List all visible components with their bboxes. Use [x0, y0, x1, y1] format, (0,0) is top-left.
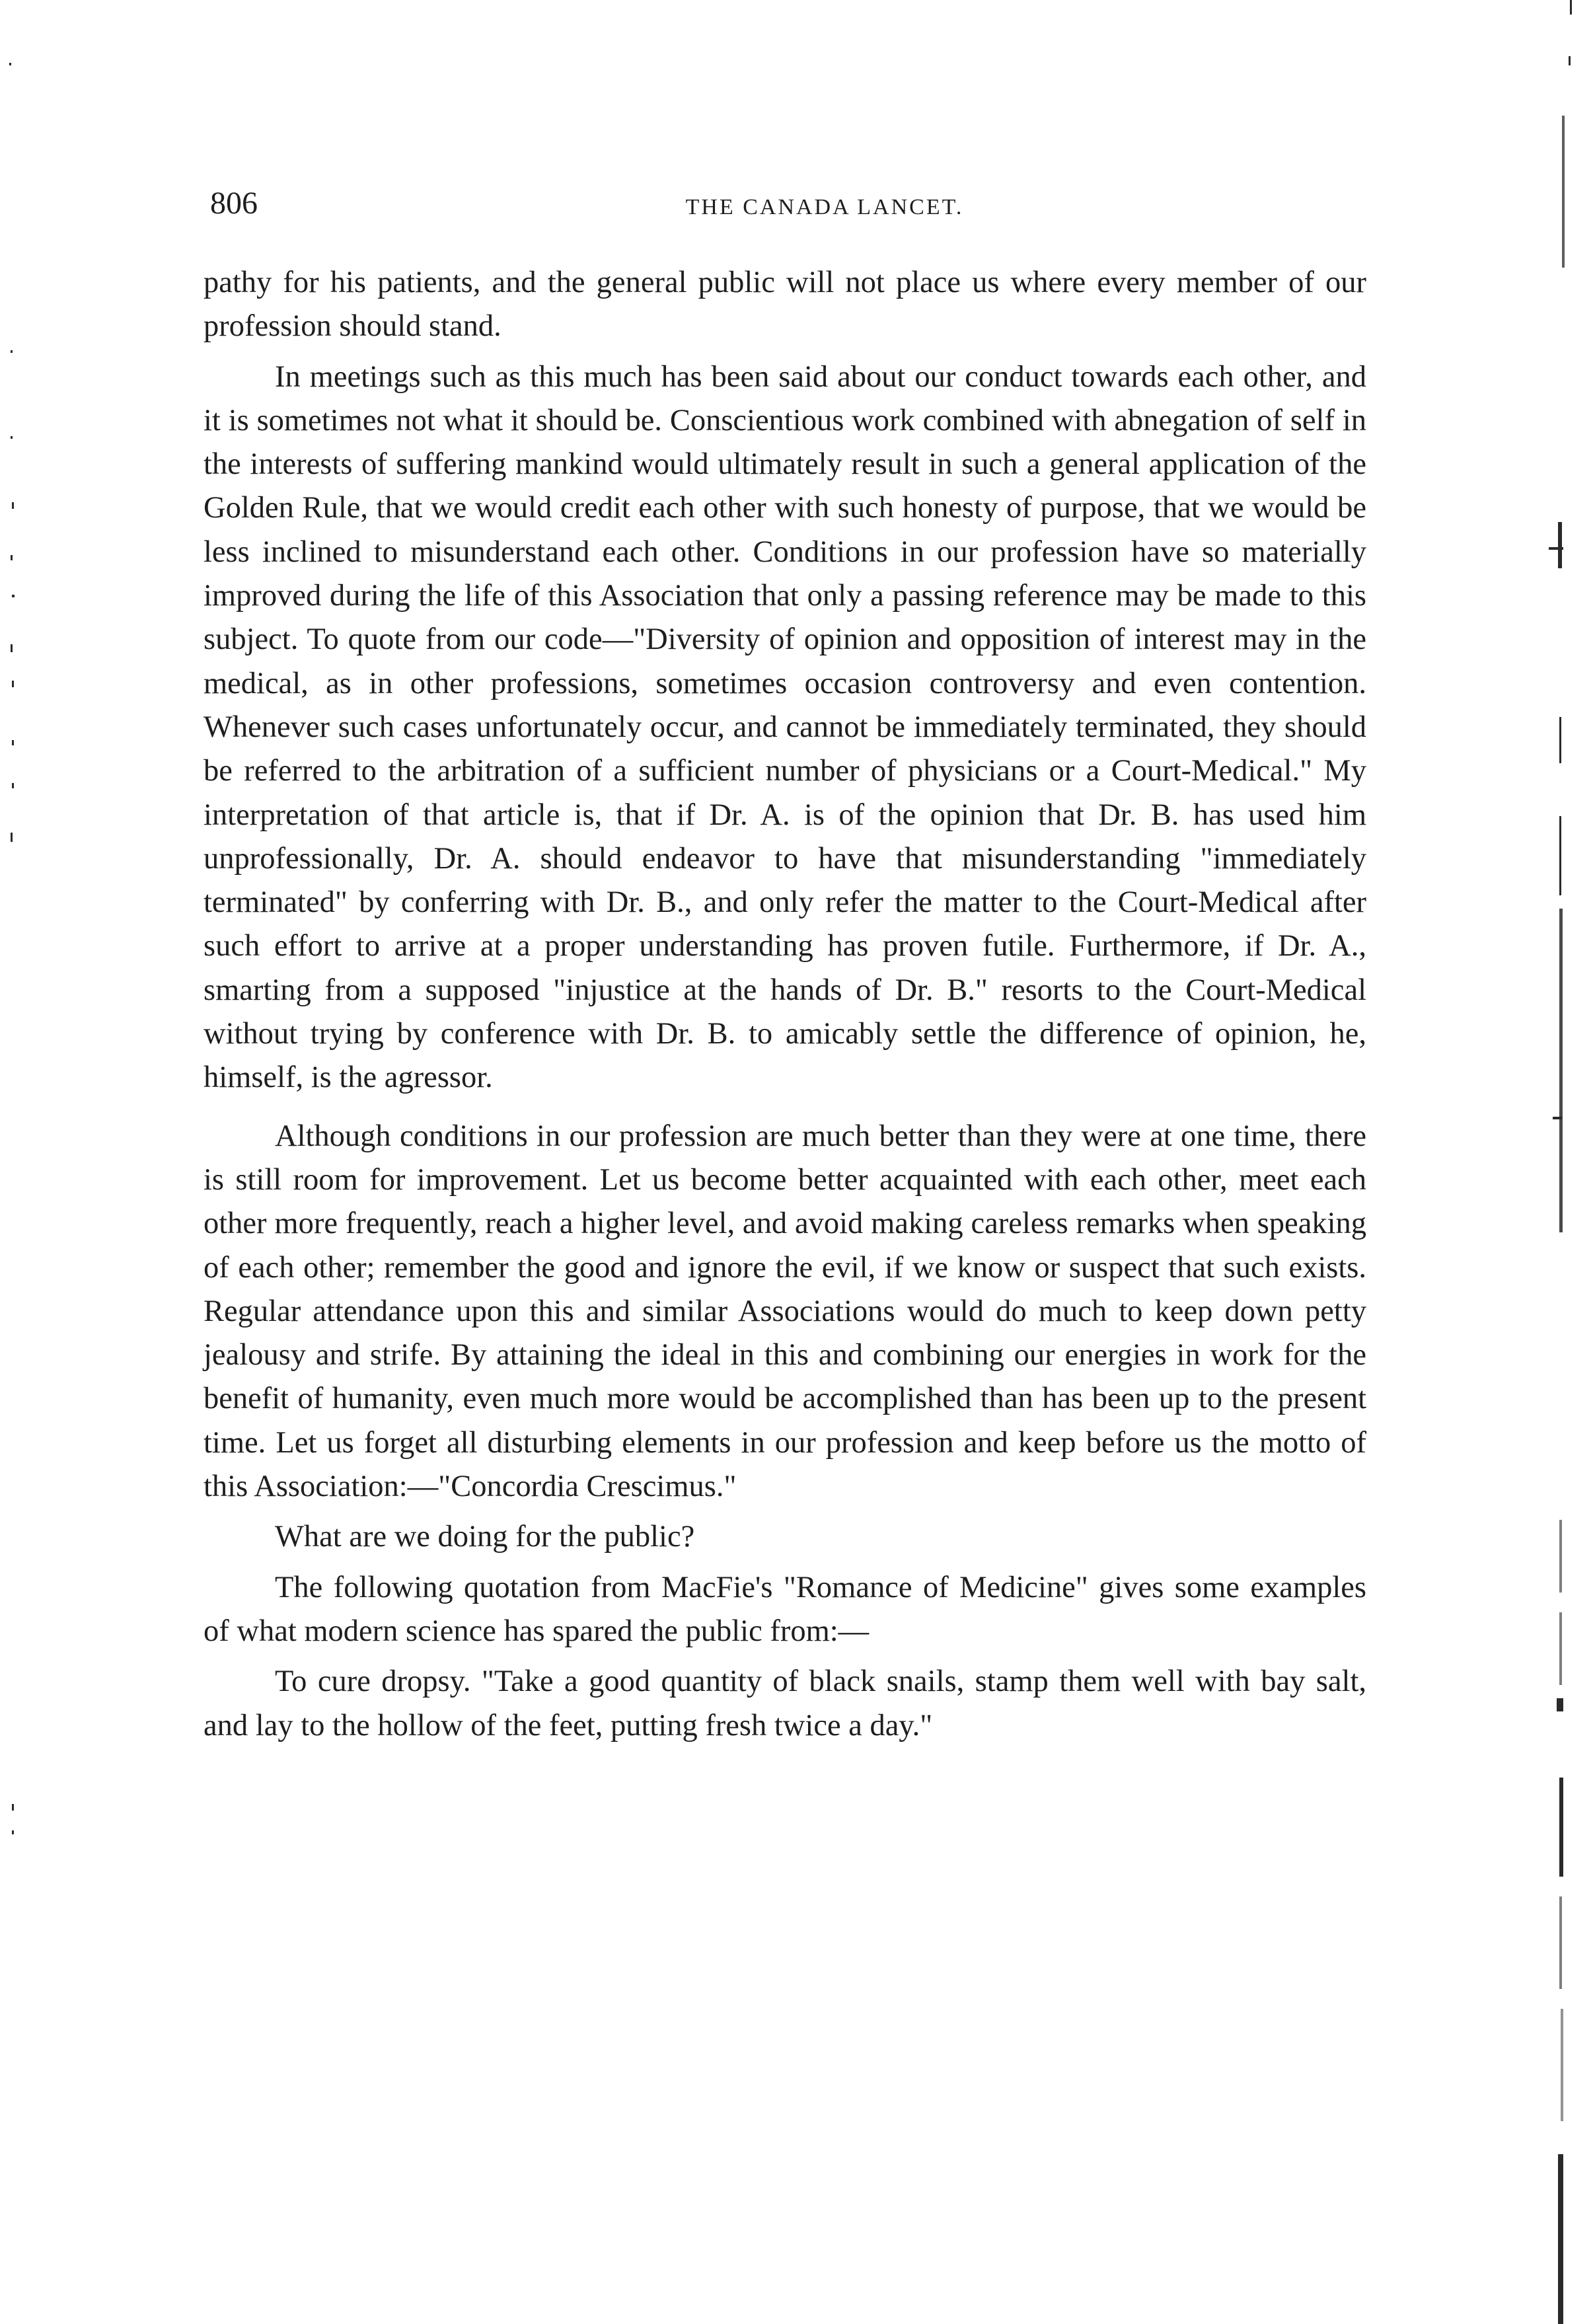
- page-header: [210, 184, 1360, 223]
- paragraph-continuation: pathy for his patients, and the general public will not place us where every member of our profession should stand.: [204, 266, 1366, 344]
- scan-edge-marks: [1522, 0, 1595, 2324]
- paragraph-quotation-intro: The following quotation from MacFie's "Romance of Medicine" gives some examples of what modern science has spared the public from:—: [204, 1570, 1366, 1648]
- paragraph-improvement: Although conditions in our profession are much better than they were at one time, there is still room for improvement. Let us become better acquainted with each other, meet each other more frequently, reach a higher level, and avoid making careless remarks when speaking of each other; remember the good and ignore the evil, if we know or suspect that such exists. Regular attendance upon this and similar Associations would do much to keep down petty jealousy and strife. By attaining the ideal in this and combining our energies in work for the benefit of humanity, even much more would be accomplished than has been up to the present time. Let us forget all disturbing elements in our profession and keep before us the motto of this Association:—"Concordia Crescimus.": [204, 1119, 1366, 1504]
- paragraph-question: What are we doing for the public?: [275, 1520, 695, 1554]
- paragraph-dropsy-cure: To cure dropsy. "Take a good quantity of black snails, stamp them well with bay salt, and lay to the hollow of the feet, putting fresh twice a day.": [204, 1665, 1366, 1743]
- running-head: THE CANADA LANCET.: [685, 195, 964, 219]
- scan-left-edge-marks: [0, 0, 26, 2324]
- paragraph-conduct: In meetings such as this much has been said about our conduct towards each other, and it is sometimes not what it should be. Conscientious work combined with abnegation of self in the interests of suffering mankind would ultimately result in such a general application of the Golden Rule, that we would credit each other with such honesty of purpose, that we would be less inclined to misunderstand each other. Conditions in our profession have so materially improved during the life of this Association that only a passing reference may be made to this subject. To quote from our code—"Diversity of opinion and opposition of interest may in the medical, as in other professions, sometimes occasion controversy and even contention. Whenever such cases unfortunately occur, and cannot be immediately terminated, they should be referred to the arbitration of a sufficient number of physicians or a Court-Medical." My interpretation of that article is, that if Dr. A. is of the opinion that Dr. B. has used him unprofessionally, Dr. A. should endeavor to have that misunderstanding "immediately terminated" by conferring with Dr. B., and only refer the matter to the Court-Medical after such effort to arrive at a proper understanding has proven futile. Furthermore, if Dr. A., smarting from a supposed "injustice at the hands of Dr. B." resorts to the Court-Medical without trying by conference with Dr. B. to amicably settle the difference of opinion, he, himself, is the agressor.: [204, 359, 1366, 1095]
- body-text: [204, 261, 1366, 1748]
- page-number: 806: [210, 186, 258, 221]
